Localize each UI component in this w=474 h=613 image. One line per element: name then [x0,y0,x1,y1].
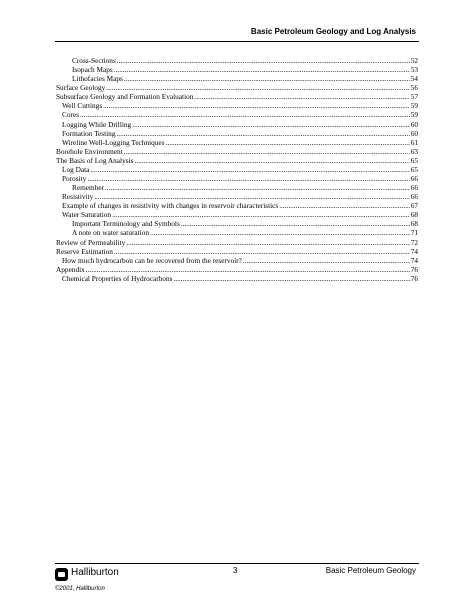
toc-entry-page: 52 [410,56,418,65]
toc-entry[interactable] [56,56,418,65]
toc-entry[interactable] [56,174,418,183]
toc-entry-page: 67 [410,201,418,211]
toc-entry[interactable] [56,147,418,156]
dot-leader [126,238,409,247]
toc-entry[interactable] [56,83,418,92]
dot-leader [279,201,410,210]
dot-leader [90,165,409,174]
dot-leader [103,101,410,110]
toc-entry-label: The Basis of Log Analysis [56,155,134,165]
dot-leader [132,120,410,129]
toc-entry-label: Appendix [56,264,85,274]
running-header-title: Basic Petroleum Geology and Log Analysis [250,27,416,36]
toc-entry-label: Logging While Drilling [62,119,132,129]
dot-leader [116,129,409,138]
toc-entry-label: Porosity [62,174,87,184]
toc-entry[interactable] [56,138,418,147]
toc-entry-page: 56 [410,83,418,93]
dot-leader [166,138,410,147]
dot-leader [124,147,410,156]
toc-entry[interactable] [56,238,418,247]
toc-entry-label: Remember [72,183,105,193]
footer-divider [55,563,419,564]
dot-leader [114,65,410,74]
toc-entry-page: 76 [410,264,418,274]
toc-entry[interactable] [56,120,418,129]
dot-leader [86,265,410,274]
toc-entry[interactable] [56,74,418,83]
toc-entry[interactable] [56,265,418,274]
toc-entry[interactable] [56,65,418,74]
toc-entry[interactable] [56,129,418,138]
toc-entry-label: Chemical Properties of Hydrocarbons [62,273,173,283]
toc-entry-page: 63 [410,146,418,156]
dot-leader [94,192,409,201]
toc-entry-page: 60 [410,128,418,138]
toc-entry-label: Cross-Sections [72,56,116,65]
toc-entry-page: 59 [410,101,418,111]
dot-leader [114,247,410,256]
toc-entry-label: A note on water saturation [72,228,150,238]
dot-leader [243,256,410,265]
toc-entry[interactable] [56,201,418,210]
toc-entry-label: Borehole Environment [56,146,123,156]
toc-entry[interactable] [56,183,418,192]
toc-entry[interactable] [56,274,418,283]
toc-entry-label: Log Data [62,164,90,174]
copyright-notice: ©2001, Halliburton [55,586,105,592]
dot-leader [80,110,410,119]
dot-leader [112,210,410,219]
toc-entry[interactable] [56,156,418,165]
dot-leader [173,274,409,283]
toc-entry-label: Formation Testing [62,128,116,138]
toc-entry[interactable] [56,165,418,174]
toc-entry-label: Water Saturation [62,210,112,220]
toc-entry[interactable] [56,101,418,110]
toc-entry-label: Isopach Maps [72,65,113,75]
toc-entry-page: 54 [410,74,418,84]
dot-leader [87,174,409,183]
dot-leader [134,156,409,165]
toc-entry[interactable] [56,210,418,219]
header-divider [55,41,419,42]
toc-entry-page: 72 [410,237,418,247]
toc-entry-page: 68 [410,219,418,229]
toc-entry-page: 74 [410,255,418,265]
dot-leader [194,92,409,101]
dot-leader [181,219,410,228]
halliburton-logo-icon [55,568,68,581]
toc-entry-page: 66 [410,183,418,193]
toc-entry[interactable] [56,219,418,228]
toc-entry-label: Example of changes in resistivity with changes in reservoir characteristics [62,201,279,211]
dot-leader [105,183,410,192]
toc-entry-label: Cores [62,110,80,120]
logo-text: Halliburton [71,567,119,578]
toc-entry-label: Resistivity [62,192,94,202]
toc-entry-page: 71 [410,228,418,238]
dot-leader [106,83,409,92]
toc-entry-page: 53 [410,65,418,75]
toc-entry-label: Wireline Well-Logging Techniques [62,137,165,147]
table-of-contents [56,56,418,283]
dot-leader [150,228,410,237]
toc-entry-label: Subsurface Geology and Formation Evaluation [56,92,194,102]
toc-entry-page: 66 [410,174,418,184]
toc-entry[interactable] [56,92,418,101]
toc-entry-page: 76 [410,273,418,283]
footer-title: Basic Petroleum Geology [325,566,416,575]
dot-leader [124,74,410,83]
toc-entry-page: 65 [410,155,418,165]
toc-entry-label: Review of Permeability [56,237,126,247]
page-number: 3 [233,566,238,575]
toc-entry-page: 68 [410,210,418,220]
toc-entry[interactable] [56,110,418,119]
toc-entry-label: How much hydrocarbon can be recovered from the reservoir? [62,255,242,265]
toc-entry[interactable] [56,247,418,256]
toc-entry-label: Reserve Estimation [56,246,113,256]
dot-leader [117,56,410,65]
toc-entry-label: Well Cuttings [62,101,103,111]
toc-entry-label: Surface Geology [56,83,106,93]
toc-entry[interactable] [56,192,418,201]
toc-entry-page: 60 [410,119,418,129]
toc-entry-page: 65 [410,164,418,174]
toc-entry-page: 59 [410,110,418,120]
toc-entry[interactable] [56,256,418,265]
toc-entry-label: Important Terminology and Symbols [72,219,180,229]
toc-entry-page: 74 [410,246,418,256]
toc-entry-page: 66 [410,192,418,202]
toc-entry-page: 61 [410,137,418,147]
toc-entry-page: 57 [410,92,418,102]
toc-entry-label: Lithofacies Maps [72,74,123,84]
toc-entry[interactable] [56,228,418,237]
